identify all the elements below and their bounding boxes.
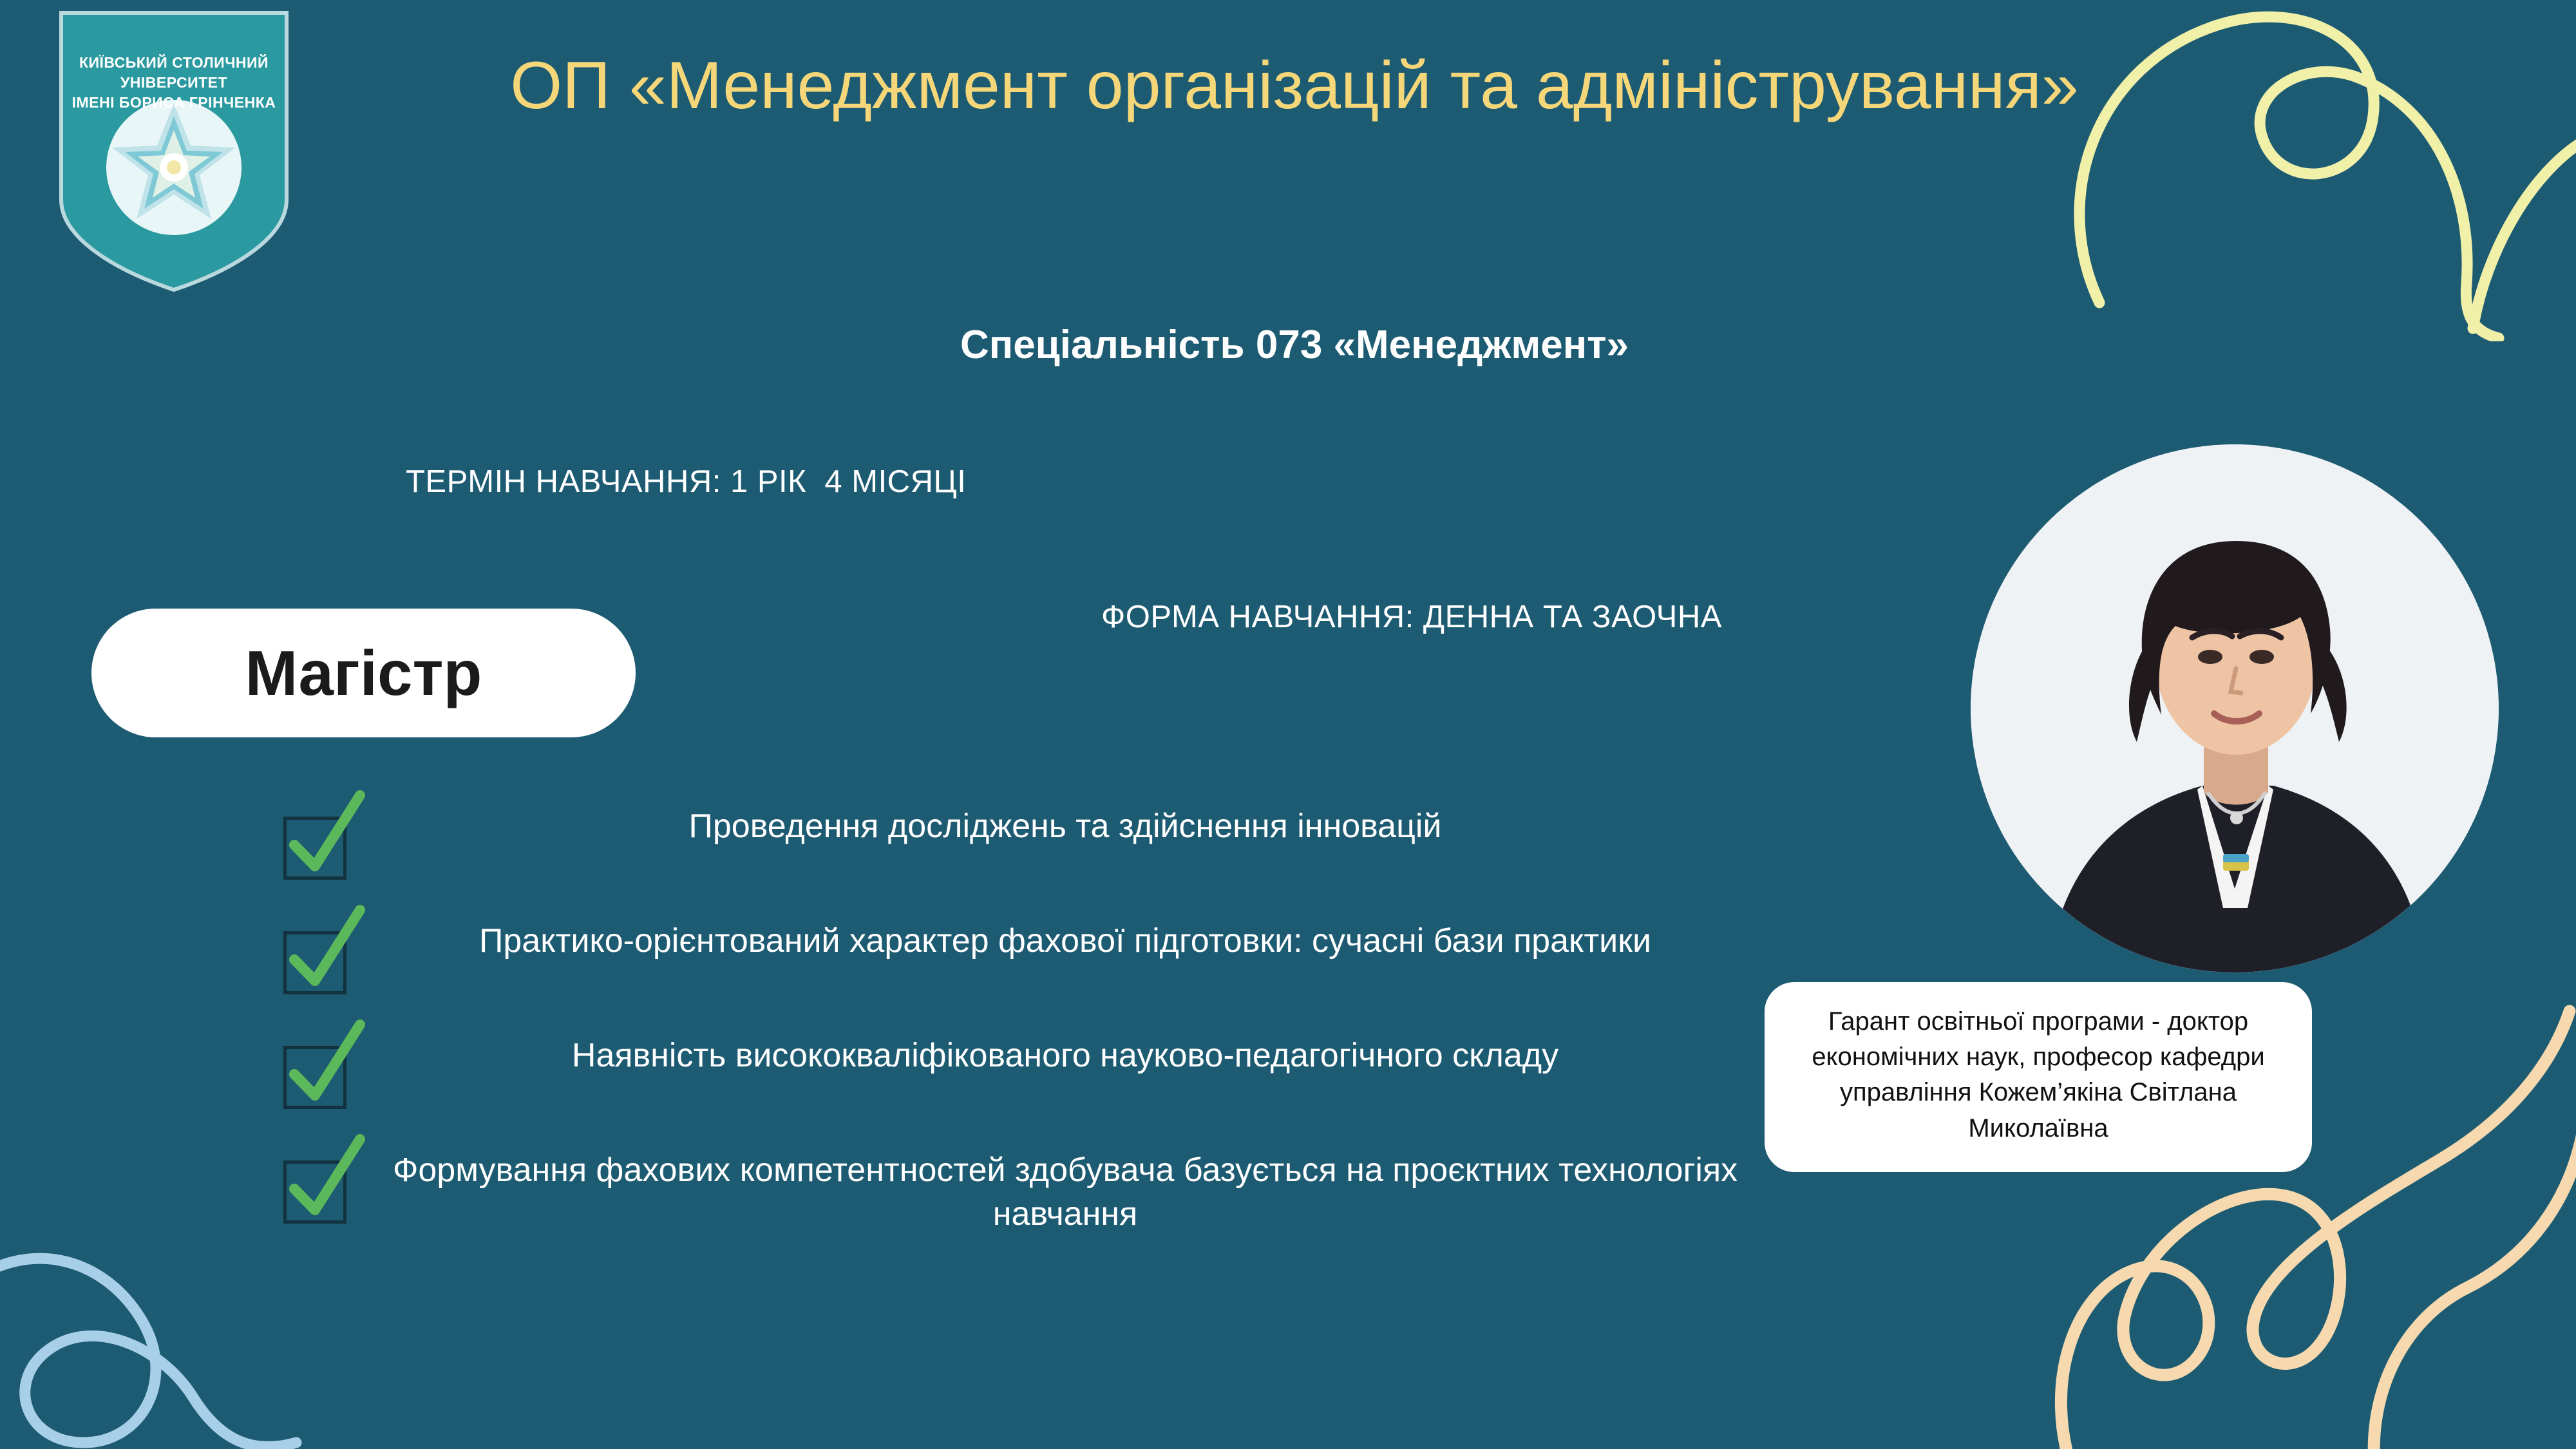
duration-text: ТЕРМІН НАВЧАННЯ: 1 РІК 4 МІСЯЦІ xyxy=(406,464,967,499)
list-item xyxy=(283,1034,1784,1124)
features-list xyxy=(283,805,1784,1264)
university-crest xyxy=(39,6,309,296)
guarantor-text: Гарант освітньої програми - доктор економічних наук, професор кафедри управління Кожем’якіна Світлана Миколаївна xyxy=(1812,1007,2265,1142)
guarantor-portrait xyxy=(1971,444,2499,972)
check-mark-icon xyxy=(275,1013,372,1110)
checkbox-icon xyxy=(283,1160,346,1224)
study-form-text: ФОРМА НАВЧАННЯ: ДЕННА ТА ЗАОЧНА xyxy=(1101,600,1722,634)
check-mark-icon xyxy=(275,784,372,880)
decorative-squiggle-top-right xyxy=(2022,0,2576,341)
specialty-subtitle: Спеціальність 073 «Менеджмент» xyxy=(960,323,1629,367)
crest-text-line1: КИЇВСЬКИЙ СТОЛИЧНИЙ УНІВЕРСИТЕТ xyxy=(79,54,269,91)
list-item-label: Практико-орієнтований характер фахової підготовки: сучасні бази практики xyxy=(478,922,1652,960)
list-item xyxy=(283,920,1784,1010)
list-item-label: Наявність висококваліфікованого науково-педагогічного складу xyxy=(571,1037,1559,1074)
check-mark-icon xyxy=(275,898,372,995)
list-item-label: Проведення досліджень та здійснення інновацій xyxy=(688,808,1442,845)
checkbox-icon xyxy=(283,1046,346,1109)
degree-label: Магістр xyxy=(245,637,482,708)
guarantor-info-card xyxy=(1765,982,2312,1172)
crest-text-line2: ІМЕНІ БОРИСА ГРІНЧЕНКА xyxy=(71,94,276,111)
list-item xyxy=(283,805,1784,895)
list-item-label: Формування фахових компетентностей здобувача базується на проєктних технологіях навчання xyxy=(392,1151,1738,1233)
list-item xyxy=(283,1149,1784,1239)
page-title: ОП «Менеджмент організацій та адміністрування» xyxy=(510,48,2079,123)
crest-text xyxy=(39,53,309,113)
degree-badge xyxy=(91,609,636,737)
portrait-illustration xyxy=(1971,444,2499,972)
checkbox-icon xyxy=(283,817,346,880)
check-mark-icon xyxy=(275,1128,372,1224)
crest-shield-icon xyxy=(39,6,309,296)
checkbox-icon xyxy=(283,931,346,994)
